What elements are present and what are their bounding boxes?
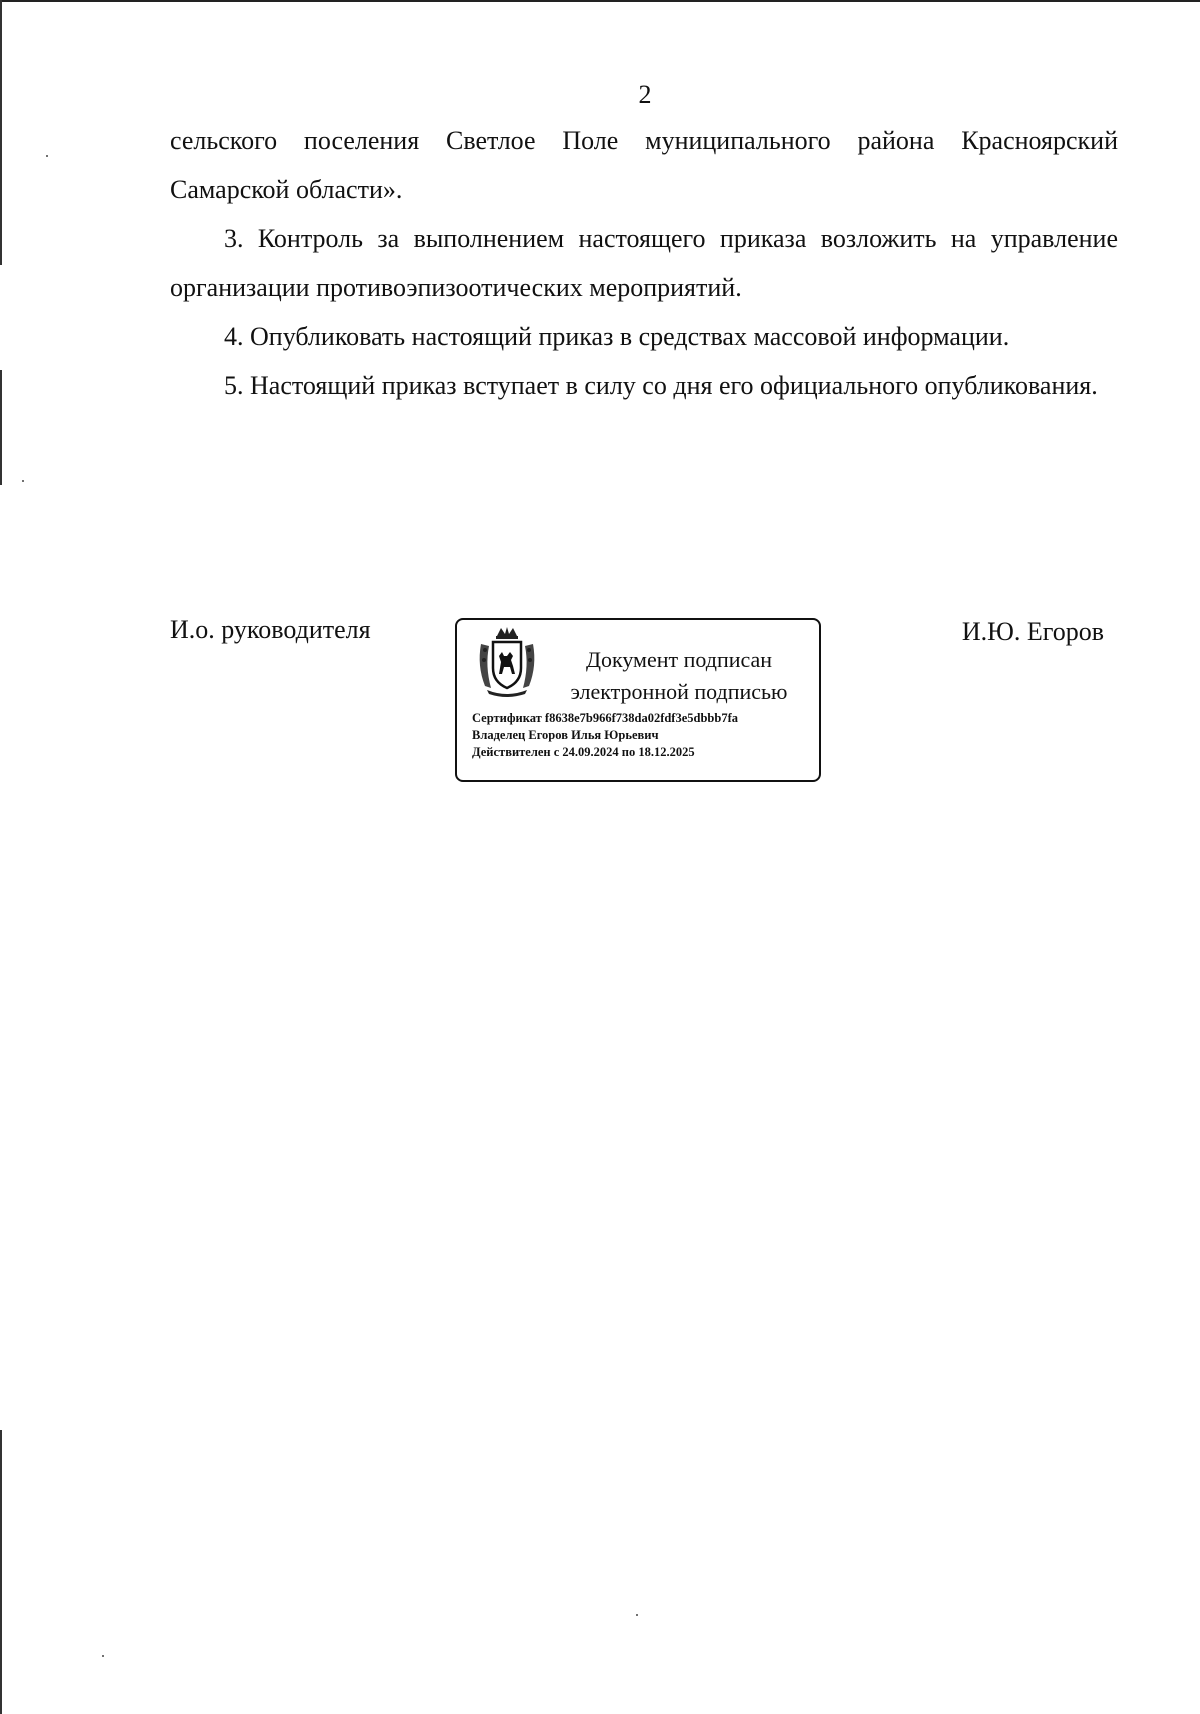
signatory-title: И.о. руководителя	[170, 615, 371, 644]
scan-speck	[102, 1655, 104, 1657]
stamp-owner: Владелец Егоров Илья Юрьевич	[472, 728, 659, 742]
stamp-heading-line-1: Документ подписан	[585, 647, 773, 672]
scan-edge-left-1	[0, 0, 2, 265]
scan-speck	[46, 155, 48, 157]
scan-edge-left-2	[0, 370, 2, 485]
paragraph-continuation: сельского поселения Светлое Поле муниципального района Красноярский Самарской области».	[170, 126, 1118, 204]
electronic-signature-stamp	[455, 618, 821, 782]
document-body	[170, 116, 1118, 410]
signatory-name: И.Ю. Егоров	[961, 617, 1104, 646]
scan-edge-left-3	[0, 1430, 2, 1714]
coat-of-arms-emblem-icon	[475, 626, 539, 698]
paragraph-item-3: 3. Контроль за выполнением настоящего приказа возложить на управление организации противоэпизоотических мероприятий.	[170, 224, 1118, 302]
stamp-details	[472, 710, 738, 761]
stamp-validity: Действителен с 24.09.2024 по 18.12.2025	[472, 745, 695, 759]
stamp-certificate: Сертификат f8638e7b966f738da02fdf3e5dbbb7fa	[472, 711, 738, 725]
page-number: 2	[638, 80, 652, 109]
scan-speck	[636, 1614, 638, 1616]
scan-edge-top	[0, 0, 1200, 2]
scan-speck	[22, 480, 24, 482]
paragraph-item-4: 4. Опубликовать настоящий приказ в средствах массовой информации.	[224, 322, 1010, 351]
stamp-heading-line-2: электронной подписью	[570, 679, 788, 704]
stamp-heading	[547, 644, 811, 708]
paragraph-item-5: 5. Настоящий приказ вступает в силу со дня его официального опубликования.	[224, 371, 1098, 400]
